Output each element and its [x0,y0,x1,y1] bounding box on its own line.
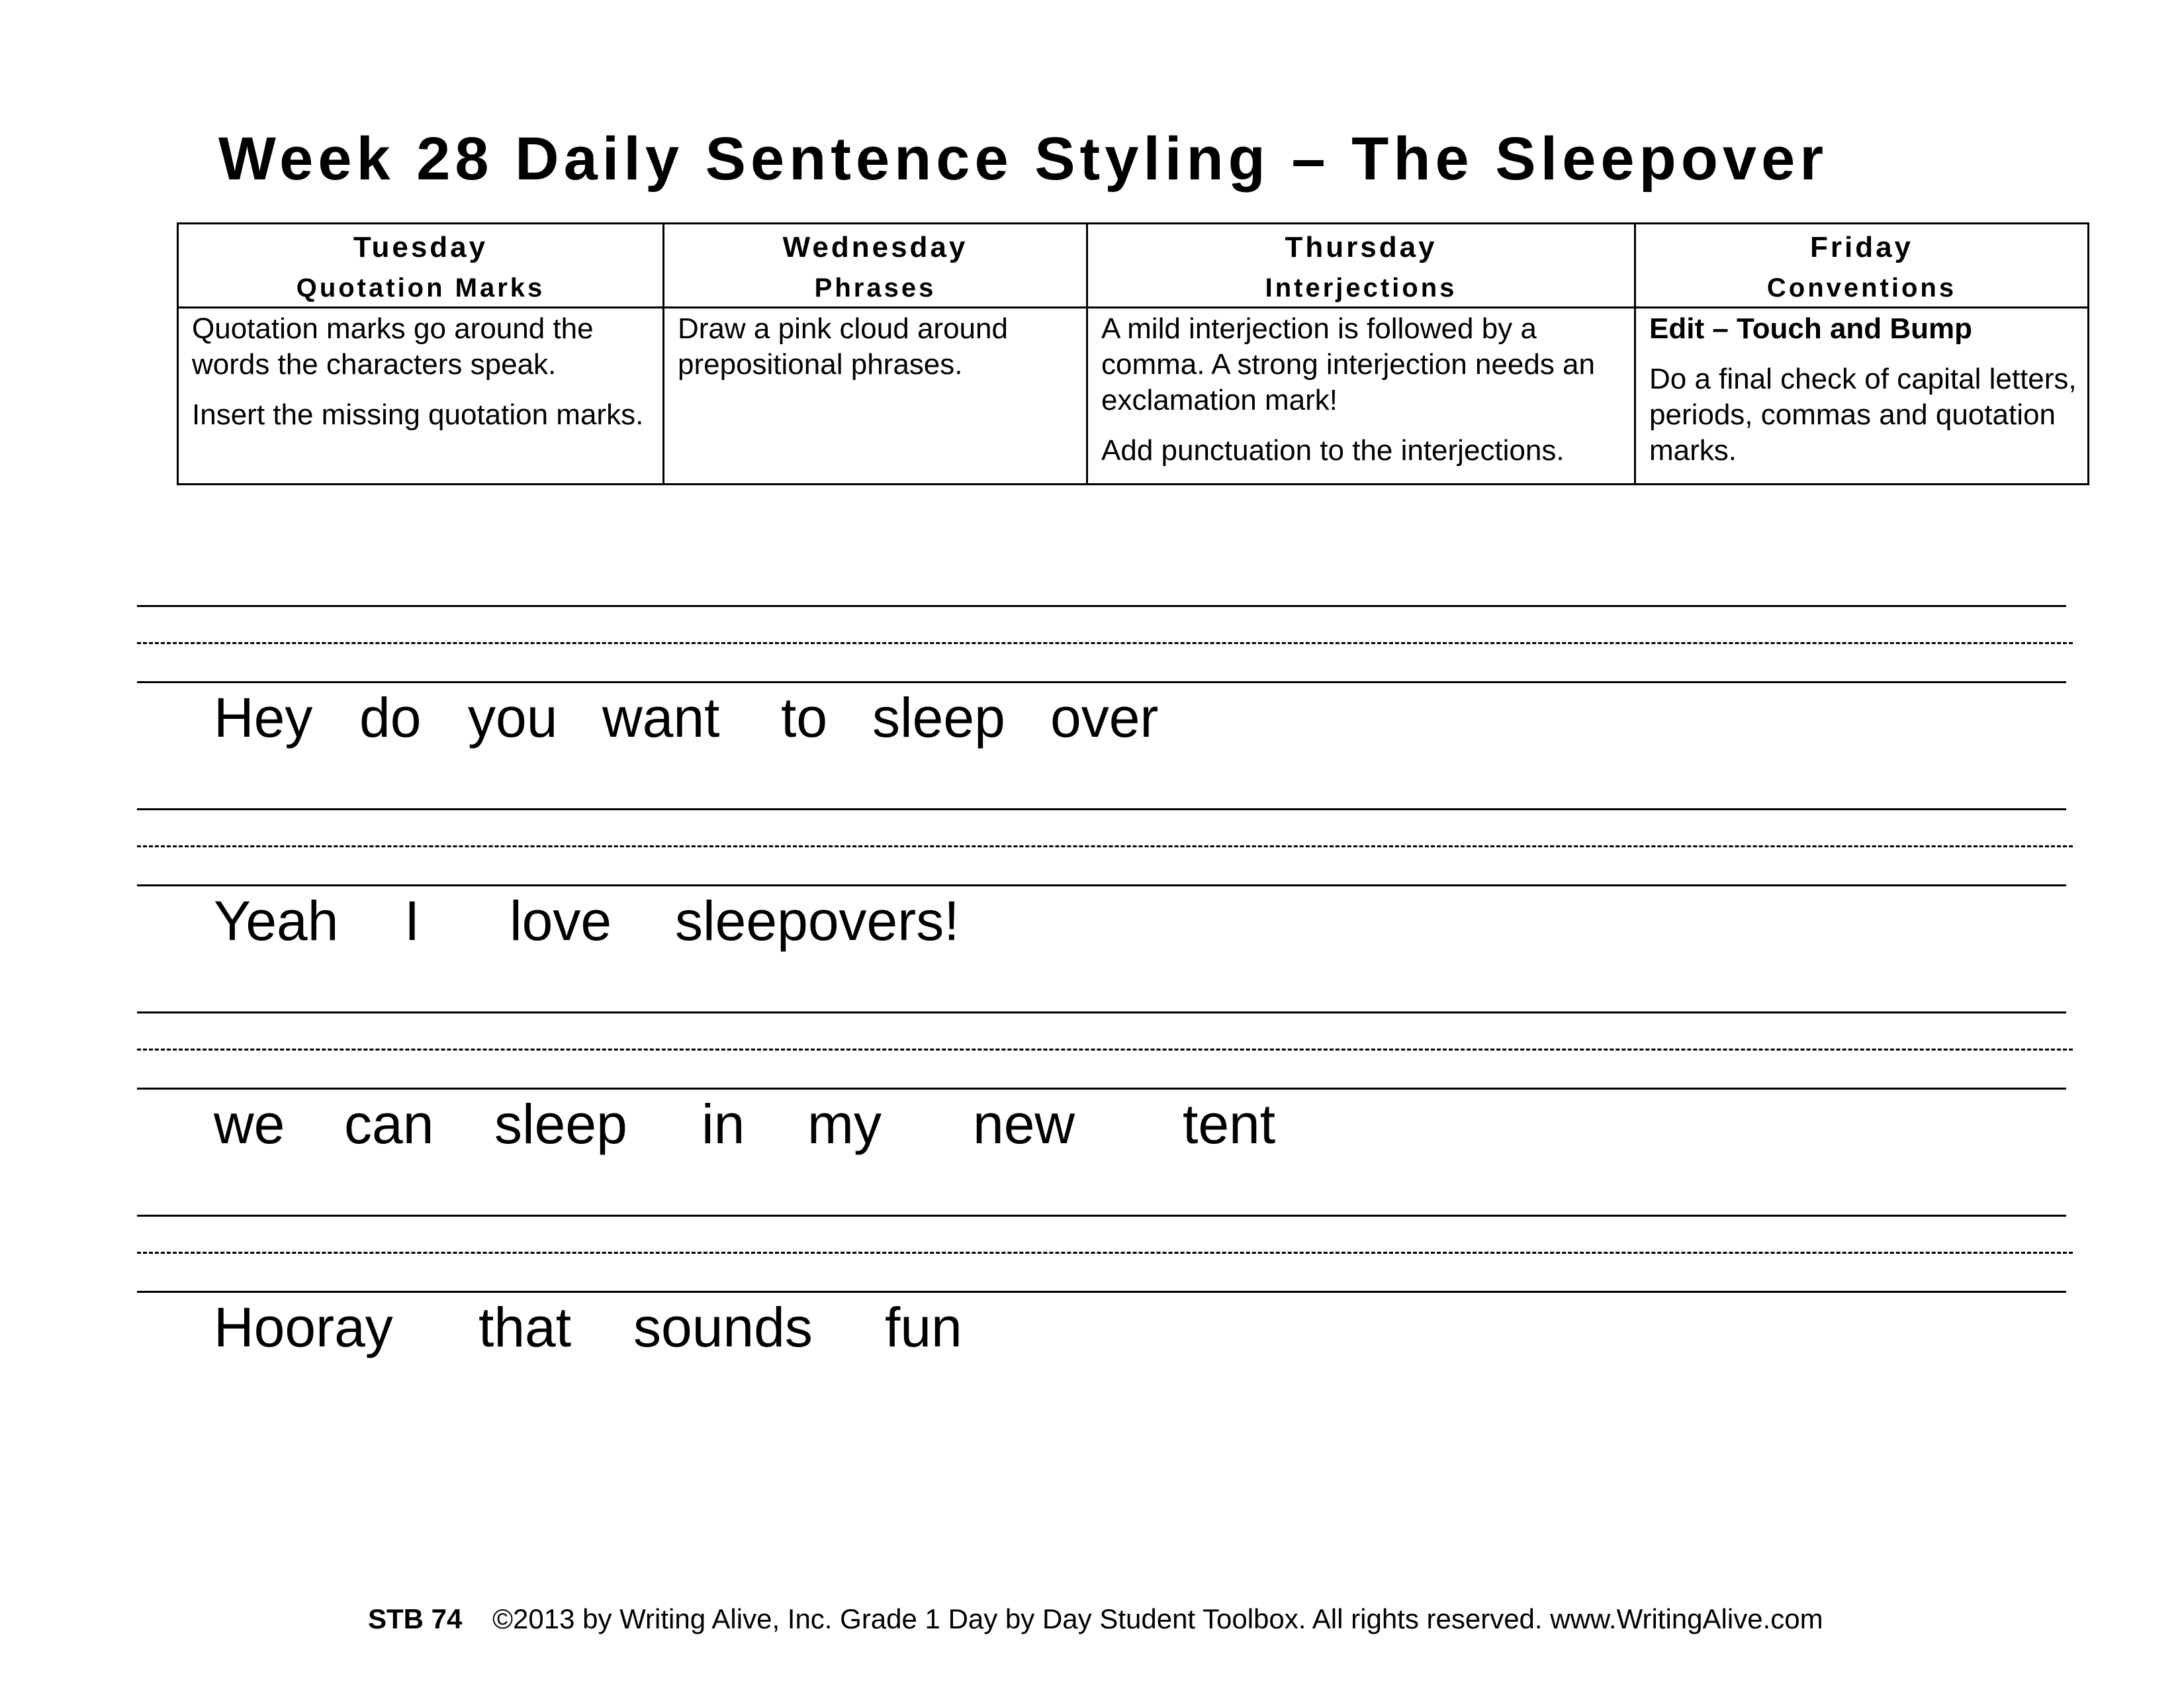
topic-label: Quotation Marks [296,273,545,303]
base-line [137,1291,2066,1293]
sentence-word: fun [885,1296,962,1358]
sentence-word: to [781,686,828,749]
midline [137,845,2073,847]
topic-label: Conventions [1766,273,1957,303]
instruction-heading: Edit – Touch and Bump [1649,312,1973,345]
instruction-text: Insert the missing quotation marks. [192,399,644,431]
top-line [137,605,2066,607]
sentence-word: sleepovers! [675,890,960,952]
page-title: Week 28 Daily Sentence Styling – The Sleepover [218,125,1829,193]
column-header-friday [1635,224,2089,308]
sentence-word: you [468,686,558,749]
sentence-word: we [214,1093,285,1155]
top-line [137,808,2066,810]
sentence-word: new [973,1093,1075,1155]
sentence-word: in [702,1093,745,1155]
sentence-word: want [602,686,720,749]
sentence-word: my [807,1093,882,1155]
midline [137,1049,2073,1051]
column-header-tuesday [178,224,664,308]
writing-row [137,808,2070,1013]
topic-label: Interjections [1265,273,1457,303]
instruction-text: Quotation marks go around the words the characters speak. [192,312,594,381]
sentence-word: can [344,1093,434,1155]
base-line [137,884,2066,886]
instruction-text: A mild interjection is followed by a comma. A strong interjection needs an exclamation mark! [1101,312,1595,416]
sentence-word: I [404,890,420,952]
copyright-text: ©2013 by Writing Alive, Inc. Grade 1 Day by Day Student Toolbox. All rights reserved. www.WritingAlive.com [492,1603,1823,1634]
sentence-word: Yeah [214,890,339,952]
midline [137,1252,2073,1254]
writing-row [137,1011,2070,1217]
instruction-cell-tuesday [178,308,664,485]
instruction-cell-friday [1635,308,2089,485]
sentence-word: sleep [494,1093,627,1155]
sentence-word: sounds [633,1296,813,1358]
footer [368,1603,1823,1635]
skills-table [177,222,2089,485]
instruction-cell-wednesday [664,308,1087,485]
writing-row [137,1215,2070,1420]
sentence-word: Hooray [214,1296,393,1358]
sentence-word: Hey [214,686,313,749]
instruction-text: Add punctuation to the interjections. [1101,434,1565,467]
top-line [137,1011,2066,1013]
day-label: Thursday [1285,231,1437,263]
day-label: Friday [1809,231,1914,263]
topic-label: Phrases [814,273,936,303]
sentence-word: tent [1183,1093,1276,1155]
base-line [137,681,2066,683]
base-line [137,1088,2066,1090]
column-header-wednesday [664,224,1087,308]
day-label: Tuesday [353,231,488,263]
instruction-cell-thursday [1087,308,1635,485]
page-code: STB 74 [368,1603,463,1634]
writing-row [137,605,2070,810]
day-label: Wednesday [782,231,968,263]
column-header-thursday [1087,224,1635,308]
sentence-word: over [1050,686,1159,749]
instruction-text: Draw a pink cloud around prepositional phrases. [678,312,1008,381]
sentence-word: do [359,686,422,749]
sentence-word: sleep [872,686,1005,749]
top-line [137,1215,2066,1217]
sentence-word: love [510,890,612,952]
midline [137,642,2073,644]
instruction-text: Do a final check of capital letters, periods, commas and quotation marks. [1649,363,2077,467]
sentence-word: that [478,1296,572,1358]
